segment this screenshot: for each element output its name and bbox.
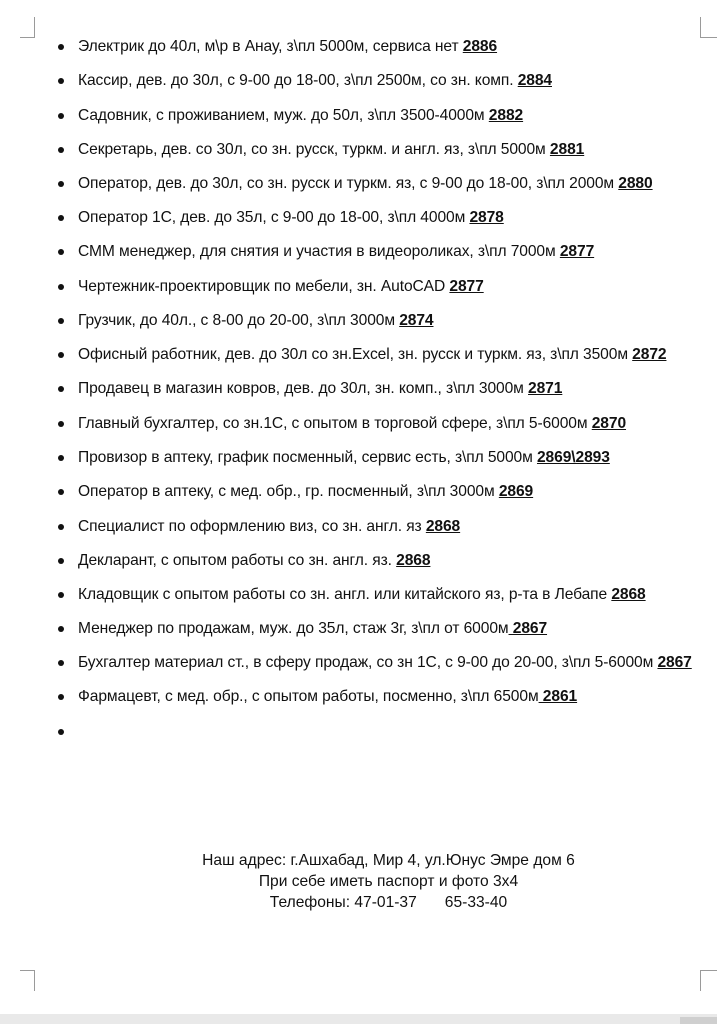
list-item bbox=[78, 276, 693, 298]
list-item bbox=[78, 105, 693, 127]
vacancy-text: Садовник, с проживанием, муж. до 50л, з\пл 3500-4000м bbox=[78, 106, 489, 124]
vacancy-number: 2874 bbox=[399, 312, 434, 330]
vacancy-number: 2868 bbox=[396, 551, 431, 569]
vacancy-text: Офисный работник, дев. до 30л со зн.Excel, зн. русск и туркм. яз, з\пл 3500м bbox=[78, 346, 633, 364]
list-item bbox=[78, 310, 693, 332]
crop-mark-top-left bbox=[20, 17, 35, 38]
vacancy-text: Кассир, дев. до 30л, с 9-00 до 18-00, з\пл 2500м, со зн. комп. bbox=[78, 72, 518, 90]
list-item bbox=[78, 378, 693, 400]
list-item bbox=[78, 618, 693, 640]
list-item bbox=[78, 516, 693, 538]
vacancy-text: Оператор, дев. до 30л, со зн. русск и туркм. яз, с 9-00 до 18-00, з\пл 2000м bbox=[78, 175, 619, 193]
vacancy-list bbox=[78, 36, 693, 755]
vacancy-text: Фармацевт, с мед. обр., с опытом работы, посменно, з\пл 6500м bbox=[78, 688, 539, 706]
vacancy-text: Декларант, с опытом работы со зн. англ. яз. bbox=[78, 551, 397, 569]
contact-footer bbox=[0, 850, 717, 913]
vacancy-text: Чертежник-проектировщик по мебели, зн. AutoCAD bbox=[78, 277, 450, 295]
vacancy-number: 2872 bbox=[632, 346, 667, 364]
vacancy-text: Менеджер по продажам, муж. до 35л, стаж 3г, з\пл от 6000м bbox=[78, 620, 509, 638]
vacancy-number: 2884 bbox=[517, 72, 552, 90]
list-item bbox=[78, 207, 693, 229]
vacancy-number: 2871 bbox=[528, 380, 563, 398]
list-item bbox=[78, 652, 693, 674]
list-item bbox=[78, 584, 693, 606]
vacancy-number: 2870 bbox=[591, 414, 627, 432]
vacancy-text: Бухгалтер материал ст., в сферу продаж, со зн 1С, с 9-00 до 20-00, з\пл 5-6000м bbox=[78, 654, 658, 672]
list-item bbox=[78, 70, 693, 92]
list-item bbox=[78, 173, 693, 195]
crop-mark-top-right bbox=[700, 17, 717, 38]
crop-mark-bottom-right bbox=[700, 970, 717, 991]
list-item bbox=[78, 344, 693, 366]
list-item bbox=[78, 139, 693, 161]
address-line: Наш адрес: г.Ашхабад, Мир 4, ул.Юнус Эмре дом 6 bbox=[202, 852, 575, 869]
list-item bbox=[78, 241, 693, 263]
vacancy-text: Секретарь, дев. со 30л, со зн. русск, туркм. и англ. яз, з\пл 5000м bbox=[78, 140, 550, 158]
vacancy-text: Провизор в аптеку, график посменный, сервис есть, з\пл 5000м bbox=[78, 448, 537, 466]
vacancy-number: 2877 bbox=[559, 243, 595, 261]
phone-2: 65-33-40 bbox=[444, 894, 508, 911]
scrollbar-thumb[interactable] bbox=[680, 1017, 717, 1024]
list-item bbox=[78, 686, 693, 708]
phone-1: Телефоны: 47-01-37 bbox=[269, 894, 417, 911]
list-item-empty bbox=[78, 721, 693, 743]
vacancy-text: Электрик до 40л, м\р в Анау, з\пл 5000м, сервиса нет bbox=[78, 38, 463, 55]
vacancy-number: 2877 bbox=[449, 277, 484, 295]
vacancy-number: 2861 bbox=[538, 688, 578, 706]
vacancy-text: Кладовщик с опытом работы со зн. англ. или китайского яз, р-та в Лебапе bbox=[78, 586, 612, 604]
vacancy-text: Специалист по оформлению виз, со зн. англ. яз bbox=[78, 517, 426, 535]
vacancy-number: 2869\2893 bbox=[536, 448, 610, 466]
vacancy-number: 2878 bbox=[469, 209, 504, 227]
list-item bbox=[78, 481, 693, 503]
crop-mark-bottom-left bbox=[20, 970, 35, 991]
vacancy-number: 2867 bbox=[657, 654, 692, 672]
vacancy-number: 2881 bbox=[549, 140, 585, 158]
list-item bbox=[78, 550, 693, 572]
vacancy-text: Оператор в аптеку, с мед. обр., гр. посменный, з\пл 3000м bbox=[78, 483, 499, 501]
phones-line bbox=[0, 892, 717, 913]
documents-line: При себе иметь паспорт и фото 3х4 bbox=[258, 873, 519, 890]
vacancy-text: Главный бухгалтер, со зн.1С, с опытом в торговой сфере, з\пл 5-6000м bbox=[78, 414, 592, 432]
vacancy-text: Продавец в магазин ковров, дев. до 30л, зн. комп., з\пл 3000м bbox=[78, 380, 529, 398]
vacancy-number: 2886 bbox=[462, 38, 498, 55]
vacancy-number: 2880 bbox=[618, 175, 653, 193]
vacancy-number: 2868 bbox=[425, 517, 461, 535]
list-item bbox=[78, 413, 693, 435]
vacancy-number: 2868 bbox=[611, 586, 646, 604]
vacancy-text: СММ менеджер, для снятия и участия в видеороликах, з\пл 7000м bbox=[78, 243, 560, 261]
list-item bbox=[78, 447, 693, 469]
vacancy-number: 2867 bbox=[508, 620, 548, 638]
vacancy-number: 2869 bbox=[498, 483, 534, 501]
vacancy-text: Оператор 1С, дев. до 35л, с 9-00 до 18-00, з\пл 4000м bbox=[78, 209, 470, 227]
list-item bbox=[78, 36, 693, 58]
vacancy-text: Грузчик, до 40л., с 8-00 до 20-00, з\пл 3000м bbox=[78, 312, 400, 330]
bottom-scrollbar[interactable] bbox=[0, 1014, 717, 1024]
vacancy-number: 2882 bbox=[488, 106, 524, 124]
